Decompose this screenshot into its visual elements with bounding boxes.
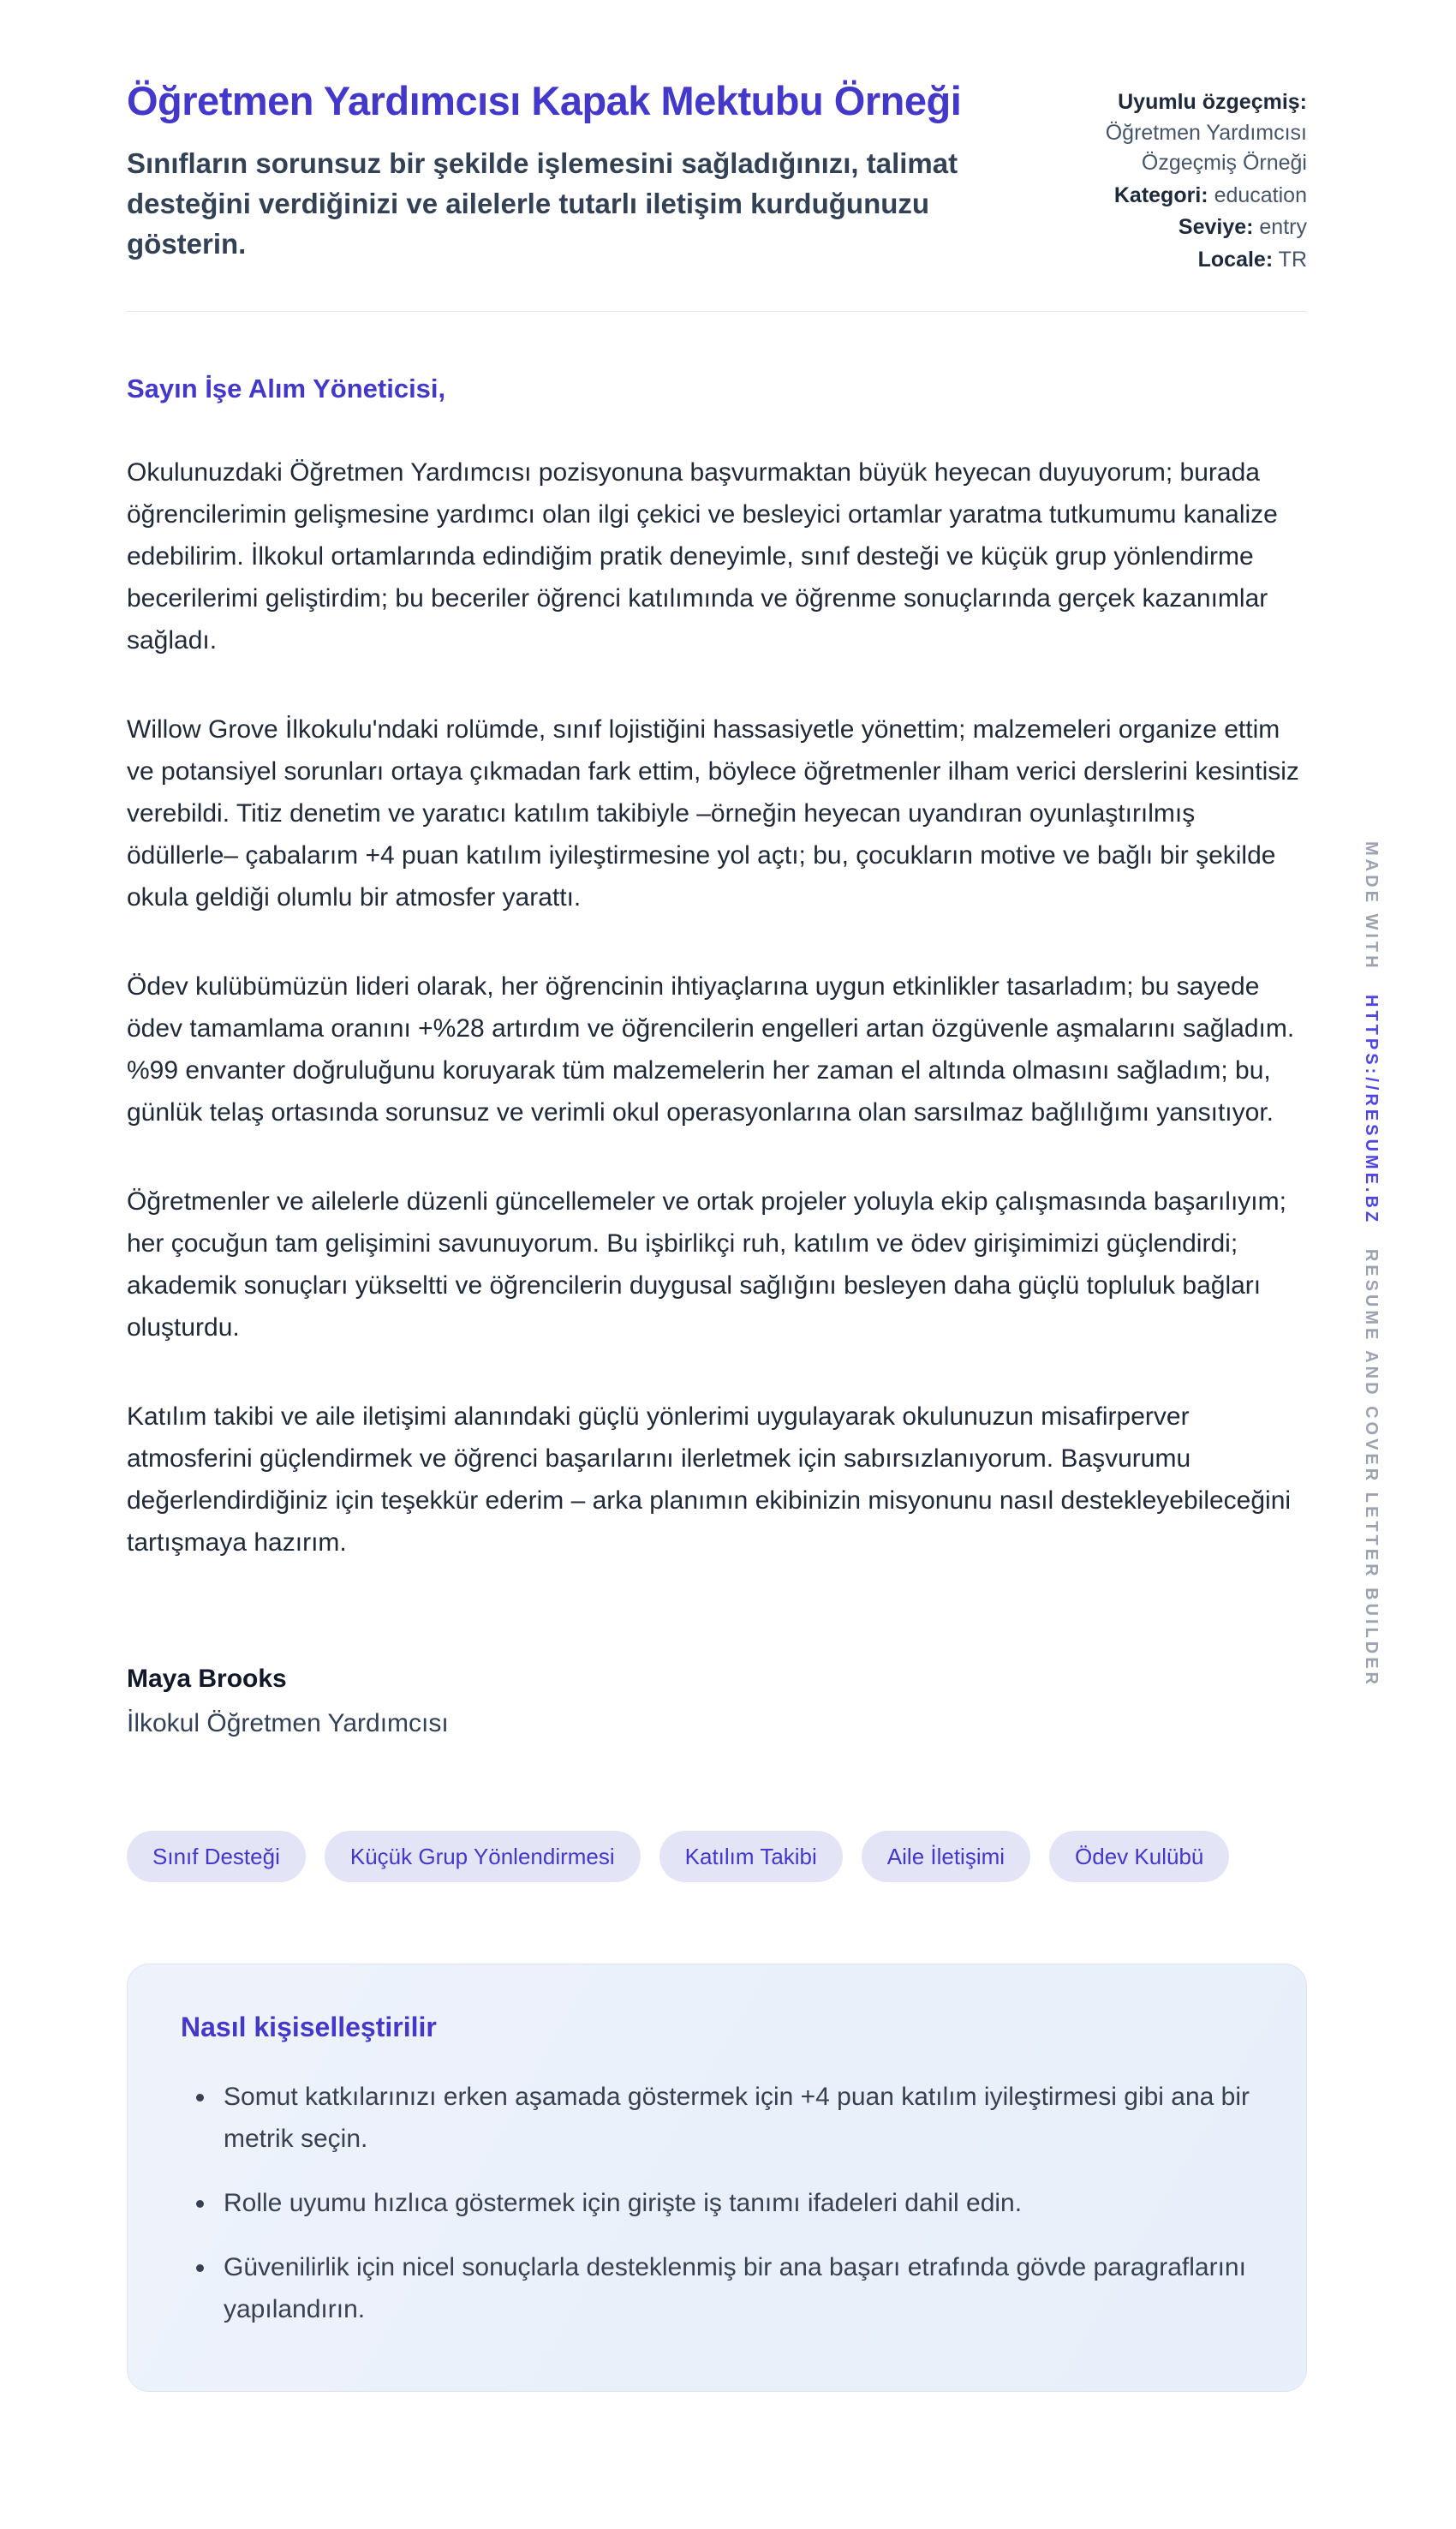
watermark-suffix: RESUME AND COVER LETTER BUILDER <box>1362 1248 1381 1688</box>
signature-name: Maya Brooks <box>127 1665 287 1693</box>
meta-resume-row <box>1033 87 1307 118</box>
tag-pill[interactable]: Aile İletişimi <box>862 1831 1030 1882</box>
tips-list <box>181 2076 1253 2330</box>
tag-pill[interactable]: Sınıf Desteği <box>127 1831 306 1882</box>
letter-paragraph: Katılım takibi ve aile iletişimi alanındaki güçlü yönlerimi uygulayarak okulunuzun misafirperver atmosferini güçlendirmek ve öğrenci başarılarını ilerletmek için sabırsızlanıyorum. Başvurumu değerlendirdiğiniz için teşekkür ederim – arka planımın ekibinizin misyonunu nasıl destekleyebileceğini tartışmaya hazırım. <box>127 1402 1292 1557</box>
watermark-prefix: MADE WITH <box>1362 841 1381 972</box>
header-left <box>127 75 970 275</box>
meta-level-value: entry <box>1259 215 1307 239</box>
meta-category-value: education <box>1214 182 1307 207</box>
meta-resume-label: Uyumlu özgeçmiş: <box>1118 90 1307 114</box>
header <box>127 75 1307 275</box>
page-title: Öğretmen Yardımcısı Kapak Mektubu Örneği <box>127 78 962 123</box>
tip-item: • Güvenilirlik için nicel sonuçlarla desteklenmiş bir ana başarı etrafında gövde paragraflarını yapılandırın. <box>217 2246 1253 2330</box>
meta-category-label: Kategori: <box>1113 182 1208 207</box>
tag-pill[interactable]: Küçük Grup Yönlendirmesi <box>325 1831 641 1882</box>
header-divider <box>127 311 1307 312</box>
tips-title: Nasıl kişiselleştirilir <box>181 2012 437 2042</box>
related-resume-link[interactable]: Öğretmen Yardımcısı Özgeçmiş Örneği <box>1105 120 1307 175</box>
meta-panel <box>1033 75 1307 275</box>
tip-item: • Rolle uyumu hızlıca göstermek için girişte iş tanımı ifadeleri dahil edin. <box>217 2182 1253 2224</box>
resume-bz-link[interactable]: HTTPS://RESUME.BZ <box>1362 995 1381 1226</box>
meta-locale-value: TR <box>1278 247 1307 272</box>
signature-title: İlkokul Öğretmen Yardımcısı <box>127 1709 449 1737</box>
signature-block <box>127 1665 1307 1738</box>
meta-locale-label: Locale: <box>1197 247 1274 272</box>
tag-pill[interactable]: Ödev Kulübü <box>1049 1831 1229 1882</box>
tag-pill[interactable]: Katılım Takibi <box>659 1831 843 1882</box>
meta-level-row <box>1033 212 1307 243</box>
letter-paragraph: Öğretmenler ve ailelerle düzenli güncellemeler ve ortak projeler yoluyla ekip çalışmasında başarılıyım; her çocuğun tam gelişimini savunuyorum. Bu işbirlikçi ruh, katılım ve ödev girişimimizi güçlendirdi; akademik sonuçları yükseltti ve öğrencilerin duygusal sağlığını besleyen daha güçlü topluluk bağları oluşturdu. <box>127 1187 1286 1342</box>
letter-paragraph: Ödev kulübümüzün lideri olarak, her öğrencinin ihtiyaçlarına uygun etkinlikler tasarladım; bu sayede ödev tamamlama oranını +%28 artırdım ve öğrencilerin engelleri artan özgüvenle aşmalarını sağladım. %99 envanter doğruluğunu koruyarak tüm malzemelerin her zaman el altında olmasını sağladım; bu, günlük telaş ortasında sorunsuz ve verimli okul operasyonlarına olan sarsılmaz bağlılığımı yansıtıyor. <box>127 972 1295 1127</box>
skill-tags <box>127 1831 1307 1882</box>
cover-letter-body <box>127 374 1307 1738</box>
personalization-tips-card <box>127 1964 1307 2392</box>
meta-level-label: Seviye: <box>1178 215 1254 239</box>
page-subtitle: Sınıfların sorunsuz bir şekilde işlemesini sağladığınızı, talimat desteğini verdiğinizi ve ailelerle tutarlı iletişim kurduğunuzu gösterin. <box>127 147 958 260</box>
meta-category-row <box>1033 181 1307 212</box>
letter-paragraph: Willow Grove İlkokulu'ndaki rolümde, sınıf lojistiğini hassasiyetle yönettim; malzemeleri organize ettim ve potansiyel sorunları ortaya çıkmadan fark ettim, böylece öğretmenler ilham verici derslerini kesintisiz verebildi. Titiz denetim ve yaratıcı katılım takibiyle –örneğin heyecan uyandıran oyunlaştırılmış ödüllerle– çabalarım +4 puan katılım iyileştirmesine yol açtı; bu, çocukların motive ve bağlı bir şekilde okula geldiği olumlu bir atmosfer yarattı. <box>127 715 1299 912</box>
meta-locale-row <box>1033 245 1307 276</box>
made-with-watermark <box>1361 841 1381 1688</box>
letter-paragraph: Okulunuzdaki Öğretmen Yardımcısı pozisyonuna başvurmaktan büyük heyecan duyuyorum; burada öğrencilerimin gelişmesine yardımcı olan ilgi çekici ve besleyici ortamlar yaratma tutkumumu kanalize edebilirim. İlkokul ortamlarında edindiğim pratik deneyimle, sınıf desteği ve küçük grup yönlendirme becerilerimi geliştirdim; bu beceriler öğrenci katılımında ve öğrenme sonuçlarında gerçek kazanımlar sağladı. <box>127 458 1278 655</box>
tip-item: • Somut katkılarınızı erken aşamada göstermek için +4 puan katılım iyileştirmesi gibi ana bir metrik seçin. <box>217 2076 1253 2160</box>
letter-greeting: Sayın İşe Alım Yöneticisi, <box>127 374 446 404</box>
